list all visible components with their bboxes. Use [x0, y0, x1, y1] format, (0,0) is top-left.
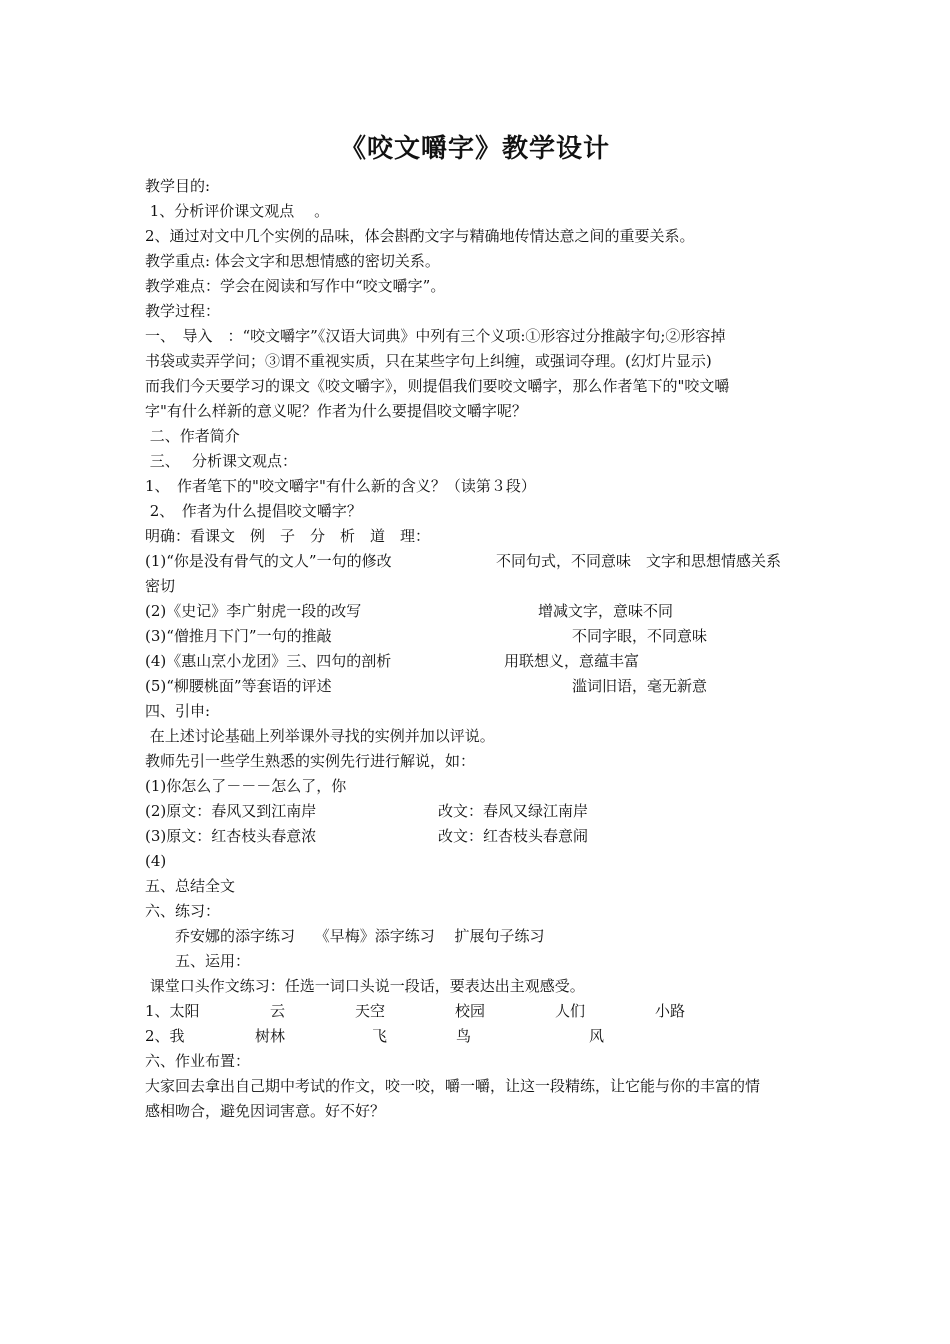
example-right-5: 滥词旧语，毫无新意 [572, 677, 708, 695]
extension-item-3-left: (3)原文：红杏枝头春意浓 [145, 827, 317, 845]
extension-item-2-left: (2)原文：春风又到江南岸 [145, 802, 317, 820]
word-row-2-item: 2、我 [145, 1027, 185, 1045]
extension-item-3-right: 改文：红杏枝头春意闹 [438, 827, 589, 845]
practice-heading: 六、练习： [145, 902, 221, 920]
document-title: 《咬文嚼字》教学设计 [339, 134, 610, 164]
example-right-2: 增减文字，意味不同 [538, 602, 674, 620]
intro-line-1: 一、 导入 ：“咬文嚼字”《汉语大词典》中列有三个义项:①形容过分推敲字句;②形容掉 [145, 327, 726, 345]
word-row-2-item: 风 [589, 1027, 605, 1045]
example-left-2: (2)《史记》李广射虎一段的改写 [145, 602, 362, 620]
practice-items: 乔安娜的添字练习 《早梅》添字练习 扩展句子练习 [145, 927, 545, 945]
example-1-continuation: 密切 [145, 577, 176, 595]
intro-line-3: 而我们今天要学习的课文《咬文嚼字》，则提倡我们要咬文嚼字，那么作者笔下的"咬文嚼 [145, 377, 730, 395]
extension-item-1: (1)你怎么了－－－怎么了，你 [145, 777, 347, 795]
word-row-2-item: 飞 [372, 1027, 388, 1045]
example-left-3: (3)“僧推月下门”一句的推敲 [145, 627, 332, 645]
key-point: 教学重点: 体会文字和思想情感的密切关系。 [145, 252, 440, 270]
word-row-1-item: 天空 [355, 1002, 386, 1020]
word-row-1-item: 小路 [655, 1002, 686, 1020]
author-intro: 二、作者简介 [145, 427, 240, 445]
extension-line-2: 教师先引一些学生熟悉的实例先行进行解说，如： [145, 752, 476, 770]
objective-item-1: 1、分析评价课文观点 。 [145, 202, 330, 220]
word-row-2-item: 鸟 [456, 1027, 472, 1045]
objective-item-2: 2、通过对文中几个实例的品味，体会斟酌文字与精确地传情达意之间的重要关系。 [145, 227, 695, 245]
process-heading: 教学过程： [145, 302, 221, 320]
application-heading: 五、运用： [145, 952, 251, 970]
example-right-3: 不同字眼，不同意味 [572, 627, 708, 645]
analysis-question-2: 2、 作者为什么提倡咬文嚼字？ [145, 502, 362, 520]
word-row-1-item: 云 [270, 1002, 286, 1020]
word-row-1-item: 1、太阳 [145, 1002, 200, 1020]
word-row-1-item: 校园 [455, 1002, 486, 1020]
objectives-heading: 教学目的: [145, 177, 211, 195]
example-left-5: (5)“柳腰桃面”等套语的评述 [145, 677, 332, 695]
example-left-4: (4)《惠山烹小龙团》三、四句的剖析 [145, 652, 392, 670]
analysis-heading: 三、 分析课文观点： [145, 452, 298, 470]
extension-line-1: 在上述讨论基础上列举课外寻找的实例并加以评说。 [145, 727, 495, 745]
homework-heading: 六、作业布置： [145, 1052, 251, 1070]
word-row-2-item: 树林 [255, 1027, 286, 1045]
homework-line-1: 大家回去拿出自己期中考试的作文，咬一咬，嚼一嚼，让这一段精练，让它能与你的丰富的情 [145, 1077, 761, 1095]
application-line: 课堂口头作文练习：任选一词口头说一段话，要表达出主观感受。 [145, 977, 585, 995]
example-right-1: 不同句式，不同意味 文字和思想情感关系 [496, 552, 782, 570]
homework-line-2: 感相吻合，避免因词害意。好不好？ [145, 1102, 386, 1120]
extension-item-2-right: 改文：春风又绿江南岸 [438, 802, 589, 820]
example-left-1: (1)“你是没有骨气的文人”一句的修改 [145, 552, 392, 570]
summary-heading: 五、总结全文 [145, 877, 236, 895]
word-row-1-item: 人们 [555, 1002, 586, 1020]
intro-line-4: 字"有什么样新的意义呢？作者为什么要提倡咬文嚼字呢？ [145, 402, 527, 420]
analysis-question-1: 1、 作者笔下的"咬文嚼字"有什么新的含义？（读第３段） [145, 477, 536, 495]
example-right-4: 用联想义，意蕴丰富 [504, 652, 640, 670]
difficulty: 教学难点：学会在阅读和写作中“咬文嚼字”。 [145, 277, 446, 295]
intro-line-2: 书袋或卖弄学问；③谓不重视实质，只在某些字句上纠缠，或强词夺理。(幻灯片显示) [145, 352, 712, 370]
extension-item-4: (4) [145, 852, 167, 870]
analysis-clarify: 明确：看课文 例 子 分 析 道 理： [145, 527, 431, 545]
extension-heading: 四、引申: [145, 702, 211, 720]
